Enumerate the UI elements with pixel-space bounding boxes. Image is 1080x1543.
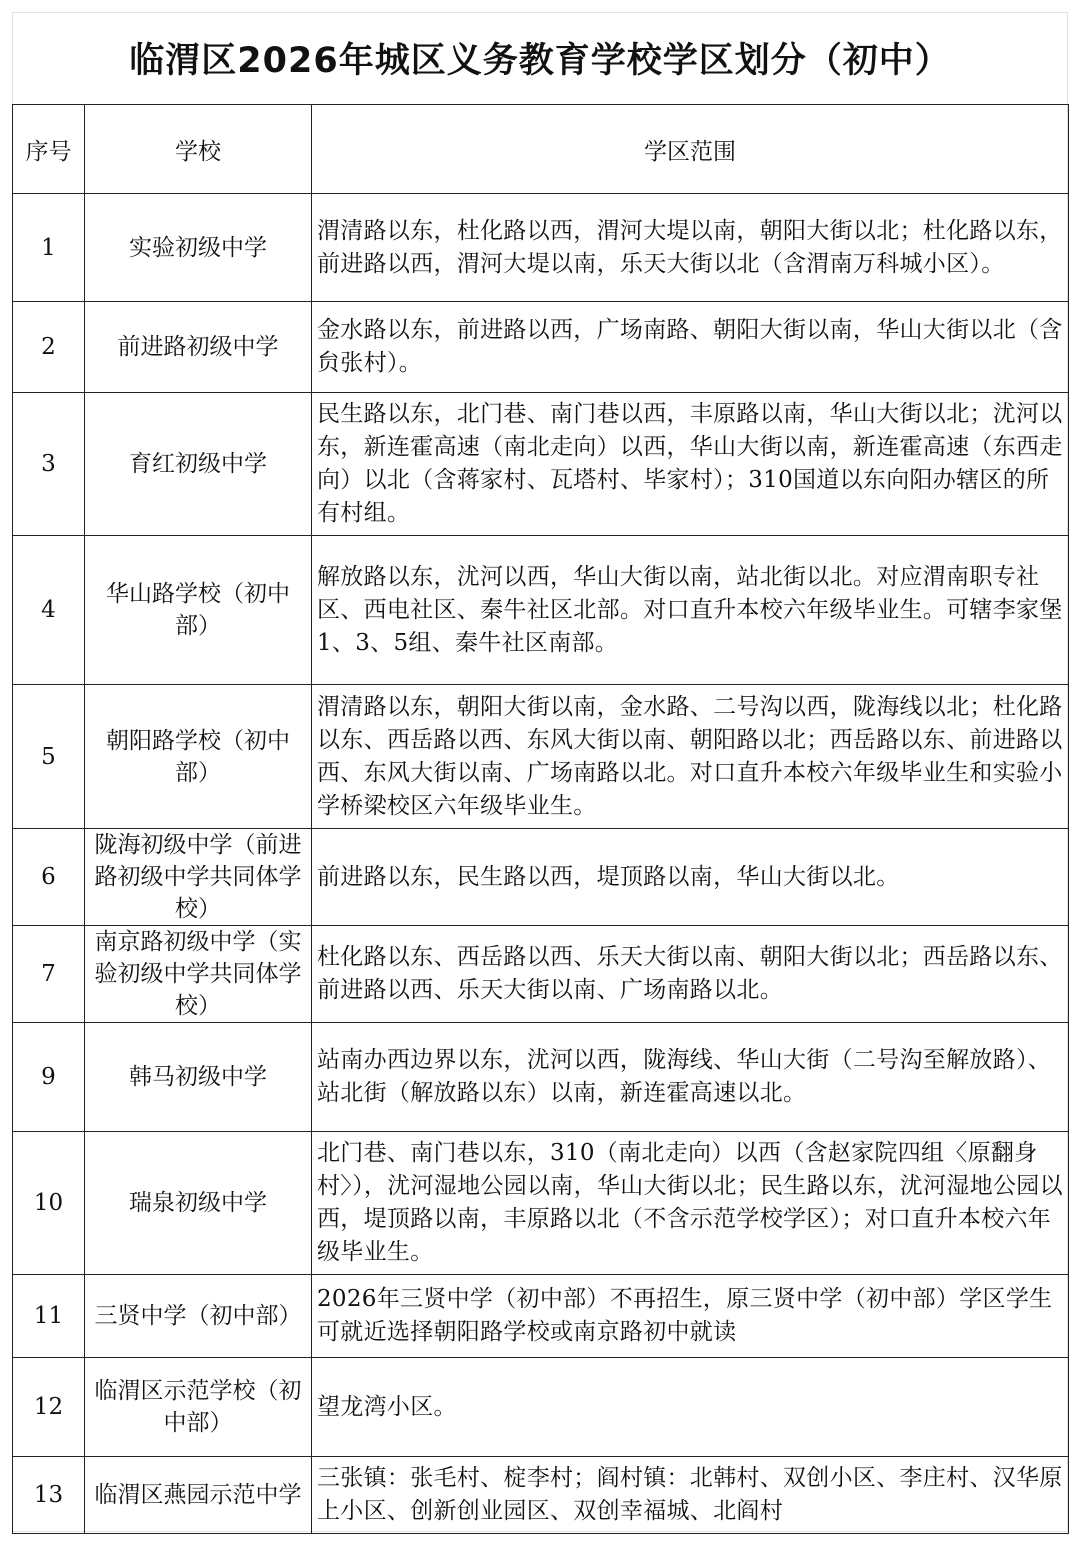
row-num: 3 [13, 393, 85, 536]
row-school: 陇海初级中学（前进路初级中学共同体学校） [85, 829, 312, 926]
table-row [13, 1358, 1069, 1457]
row-area: 2026年三贤中学（初中部）不再招生，原三贤中学（初中部）学区学生可就近选择朝阳路学校或南京路初中就读 [312, 1275, 1069, 1358]
row-num: 12 [13, 1358, 85, 1457]
row-num: 13 [13, 1457, 85, 1534]
row-school: 前进路初级中学 [85, 302, 312, 393]
row-area: 渭清路以东，杜化路以西，渭河大堤以南，朝阳大街以北；杜化路以东，前进路以西，渭河大堤以南，乐天大街以北（含渭南万科城小区）。 [312, 194, 1069, 302]
table-row [13, 685, 1069, 829]
row-area: 北门巷、南门巷以东，310（南北走向）以西（含赵家院四组〈原翻身村〉），沋河湿地公园以南，华山大街以北；民生路以东，沋河湿地公园以西，堤顶路以南，丰原路以北（不含示范学校学区）；对口直升本校六年级毕业生。 [312, 1132, 1069, 1275]
row-num: 9 [13, 1023, 85, 1132]
row-area: 前进路以东，民生路以西，堤顶路以南，华山大街以北。 [312, 829, 1069, 926]
school-district-table [12, 104, 1069, 1534]
row-school: 南京路初级中学（实验初级中学共同体学校） [85, 926, 312, 1023]
table-row [13, 194, 1069, 302]
row-school: 朝阳路学校（初中部） [85, 685, 312, 829]
row-area: 杜化路以东、西岳路以西、乐天大街以南、朝阳大街以北；西岳路以东、前进路以西、乐天大街以南、广场南路以北。 [312, 926, 1069, 1023]
row-area: 渭清路以东，朝阳大街以南，金水路、二号沟以西，陇海线以北；杜化路以东、西岳路以西、东风大街以南、朝阳路以北；西岳路以东、前进路以西、东风大街以南、广场南路以北。对口直升本校六年级毕业生和实验小学桥梁校区六年级毕业生。 [312, 685, 1069, 829]
table-row [13, 393, 1069, 536]
row-area: 望龙湾小区。 [312, 1358, 1069, 1457]
table-row [13, 1023, 1069, 1132]
header-school: 学校 [85, 105, 312, 194]
row-area: 站南办西边界以东，沋河以西，陇海线、华山大街（二号沟至解放路）、站北街（解放路以东）以南，新连霍高速以北。 [312, 1023, 1069, 1132]
row-school: 实验初级中学 [85, 194, 312, 302]
table-row [13, 302, 1069, 393]
row-num: 5 [13, 685, 85, 829]
row-num: 11 [13, 1275, 85, 1358]
document-title: 临渭区2026年城区义务教育学校学区划分（初中） [129, 41, 951, 81]
row-num: 6 [13, 829, 85, 926]
row-num: 1 [13, 194, 85, 302]
row-school: 临渭区燕园示范中学 [85, 1457, 312, 1534]
table-row [13, 536, 1069, 685]
row-school: 三贤中学（初中部） [85, 1275, 312, 1358]
table-row [13, 1132, 1069, 1275]
row-school: 华山路学校（初中部） [85, 536, 312, 685]
row-area: 解放路以东，沋河以西，华山大街以南，站北街以北。对应渭南职专社区、西电社区、秦牛社区北部。对口直升本校六年级毕业生。可辖李家堡1、3、5组、秦牛社区南部。 [312, 536, 1069, 685]
table-row [13, 1275, 1069, 1358]
row-area: 民生路以东，北门巷、南门巷以西，丰原路以南，华山大街以北；沋河以东，新连霍高速（南北走向）以西，华山大街以南，新连霍高速（东西走向）以北（含蒋家村、瓦塔村、毕家村）；310国道以东向阳办辖区的所有村组。 [312, 393, 1069, 536]
row-num: 10 [13, 1132, 85, 1275]
row-num: 2 [13, 302, 85, 393]
header-num: 序号 [13, 105, 85, 194]
row-area: 金水路以东，前进路以西，广场南路、朝阳大街以南，华山大街以北（含贠张村）。 [312, 302, 1069, 393]
header-area: 学区范围 [312, 105, 1069, 194]
table-header-row [13, 105, 1069, 194]
table-row [13, 1457, 1069, 1534]
row-school: 育红初级中学 [85, 393, 312, 536]
row-num: 4 [13, 536, 85, 685]
table-row [13, 829, 1069, 926]
row-school: 瑞泉初级中学 [85, 1132, 312, 1275]
row-school: 临渭区示范学校（初中部） [85, 1358, 312, 1457]
table-row [13, 926, 1069, 1023]
row-num: 7 [13, 926, 85, 1023]
row-school: 韩马初级中学 [85, 1023, 312, 1132]
row-area: 三张镇：张毛村、椗李村；阎村镇：北韩村、双创小区、李庄村、汉华原上小区、创新创业园区、双创幸福城、北阎村 [312, 1457, 1069, 1534]
